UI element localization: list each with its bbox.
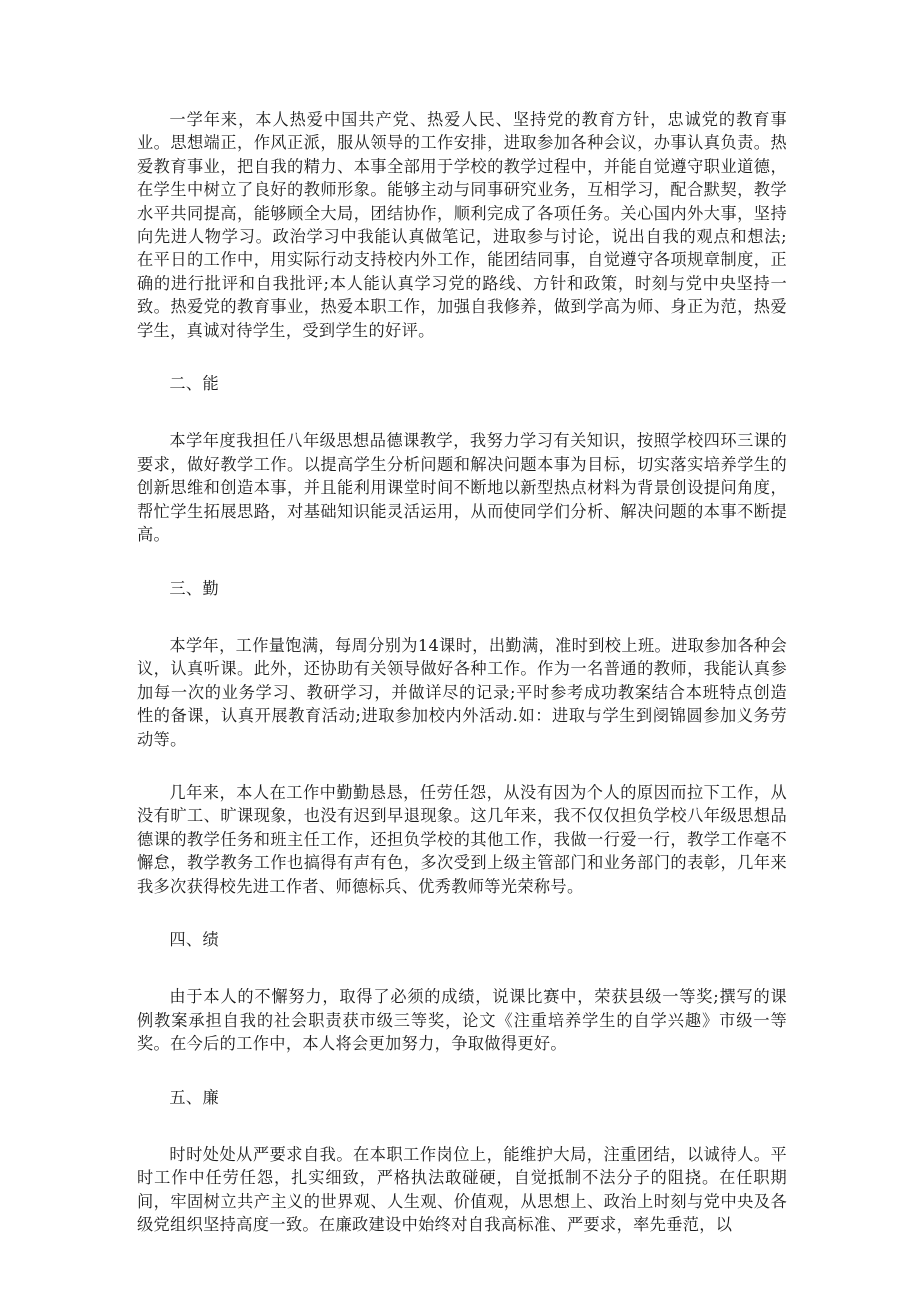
section-heading-diligence: 三、勤 — [169, 578, 220, 598]
paragraph-diligence-1: 本学年，工作量饱满，每周分别为14课时，出勤满，准时到校上班。进取参加各种会议，认真听课。此外，还协助有关领导做好各种工作。作为一名普通的教师，我能认真参加每一次的业务学习、教研学习，并做详尽的记录;平时参考成功教案结合本班特点创造性的备课，认真开展教育活动;进取参加校内外活动.如：进取与学生到阌锦圆参加义务劳动等。 — [137, 635, 787, 749]
paragraph-integrity: 时时处处从严要求自我。在本职工作岗位上，能维护大局，注重团结，以诚待人。平时工作中任劳任怨，扎实细致，严格执法敢碰硬，自觉抵制不法分子的阻挠。在任职期间，牢固树立共产主义的世界观、人生观、价值观，从思想上、政治上时刻与党中央及各级党组织坚持高度一致。在廉政建设中始终对自我高标准、严要求，率先垂范，以 — [137, 1145, 787, 1235]
section-heading-integrity: 五、廉 — [169, 1087, 220, 1107]
paragraph-ability: 本学年度我担任八年级思想品德课教学，我努力学习有关知识，按照学校四环三课的要求，做好教学工作。以提高学生分析问题和解决问题本事为目标，切实落实培养学生的创新思维和创造本事，并且能利用课堂时间不断地以新型热点材料为背景创设提问角度，帮忙学生拓展思路，对基础知识能灵活运用，从而使同学们分析、解决问题的本事不断提高。 — [137, 431, 787, 545]
paragraph-achievement: 由于本人的不懈努力，取得了必须的成绩，说课比赛中，荣获县级一等奖;撰写的课例教案承担自我的社会职责获市级三等奖，论文《注重培养学生的自学兴趣》市级一等奖。在今后的工作中，本人将会更加努力，争取做得更好。 — [137, 987, 787, 1054]
section-heading-ability: 二、能 — [169, 374, 220, 394]
document-page — [137, 108, 787, 1237]
paragraph-intro: 一学年来，本人热爱中国共产党、热爱人民、坚持党的教育方针，忠诚党的教育事业。思想端正，作风正派，服从领导的工作安排，进取参加各种会议，办事认真负责。热爱教育事业，把自我的精力、本事全部用于学校的教学过程中，并能自觉遵守职业道德，在学生中树立了良好的教师形象。能够主动与同事研究业务，互相学习，配合默契，教学水平共同提高，能够顾全大局，团结协作，顺利完成了各项任务。关心国内外大事，坚持向先进人物学习。政治学习中我能认真做笔记，进取参与讨论，说出自我的观点和想法;在平日的工作中，用实际行动支持校内外工作，能团结同事，自觉遵守各项规章制度，正确的进行批评和自我批评;本人能认真学习党的路线、方针和政策，时刻与党中央坚持一致。热爱党的教育事业，热爱本职工作，加强自我修养，做到学高为师、身正为范，热爱学生，真诚对待学生，受到学生的好评。 — [137, 110, 787, 340]
paragraph-diligence-2: 几年来，本人在工作中勤勤恳恳，任劳任怨，从没有因为个人的原因而拉下工作，从没有旷工、旷课现象，也没有迟到早退现象。这几年来，我不仅仅担负学校八年级思想品德课的教学任务和班主任工作，还担负学校的其他工作，我做一行爱一行，教学工作毫不懈怠，教学教务工作也搞得有声有色，多次受到上级主管部门和业务部门的表彰，几年来我多次获得校先进工作者、师德标兵、优秀教师等光荣称号。 — [137, 782, 787, 896]
section-heading-achievement: 四、绩 — [169, 929, 220, 949]
